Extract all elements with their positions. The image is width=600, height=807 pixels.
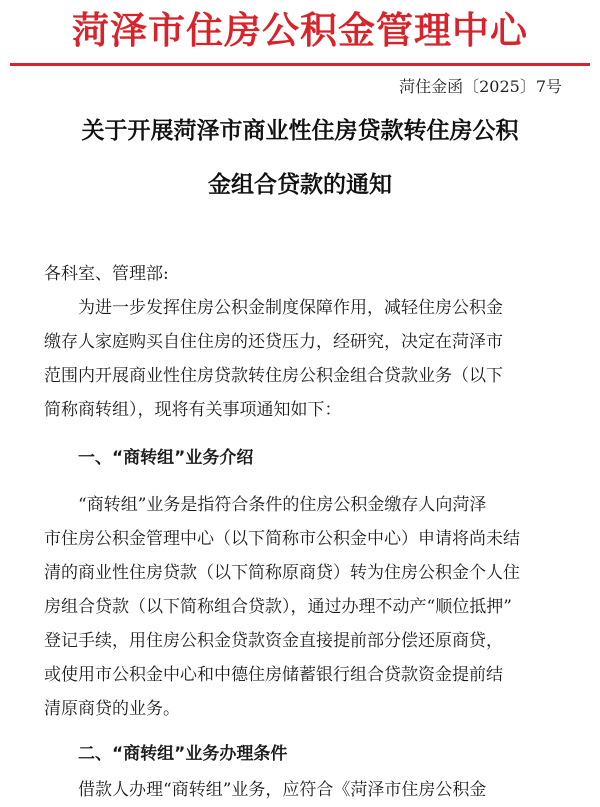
body-line: 简称商转组），现将有关事项通知如下： <box>44 400 342 420</box>
body-line: 清的商业性住房贷款（以下简称原商贷）转为住房公积金个人住 <box>44 563 520 583</box>
body-line: 为进一步发挥住房公积金制度保障作用，减轻住房公积金 <box>44 298 503 318</box>
body-line: 范围内开展商业性住房贷款转住房公积金组合贷款业务（以下 <box>44 366 503 386</box>
body-line: 或使用市公积金中心和中德住房储蓄银行组合贷款资金提前结 <box>44 665 503 685</box>
masthead-red-rule <box>10 63 590 66</box>
body-line: 房组合贷款（以下简称组合贷款），通过办理不动产“顺位抵押” <box>44 597 512 617</box>
org-masthead-title: 菏泽市住房公积金管理中心 <box>72 9 528 52</box>
document-title-line-2: 金组合贷款的通知 <box>208 172 392 198</box>
section-heading-1: 一、“商转组”业务介绍 <box>44 448 254 468</box>
body-line: 清原商贷的业务。 <box>44 699 180 719</box>
body-line: 登记手续，用住房公积金贷款资金直接提前部分偿还原商贷， <box>44 631 503 651</box>
addressee: 各科室、管理部: <box>44 264 169 284</box>
document-title-line-1: 关于开展菏泽市商业性住房贷款转住房公积 <box>81 118 519 144</box>
body-line: “商转组”业务是指符合条件的住房公积金缴存人向菏泽 <box>44 495 487 515</box>
body-line: 市住房公积金管理中心（以下简称市公积金中心）申请将尚未结 <box>44 529 520 549</box>
body-line: 缴存人家庭购买自住住房的还贷压力，经研究，决定在菏泽市 <box>44 332 503 352</box>
section-heading-2: 二、“商转组”业务办理条件 <box>44 744 288 764</box>
body-line: 借款人办理“商转组”业务，应符合《菏泽市住房公积金 <box>44 780 487 800</box>
document-number: 菏住金函〔2025〕7号 <box>399 77 562 96</box>
